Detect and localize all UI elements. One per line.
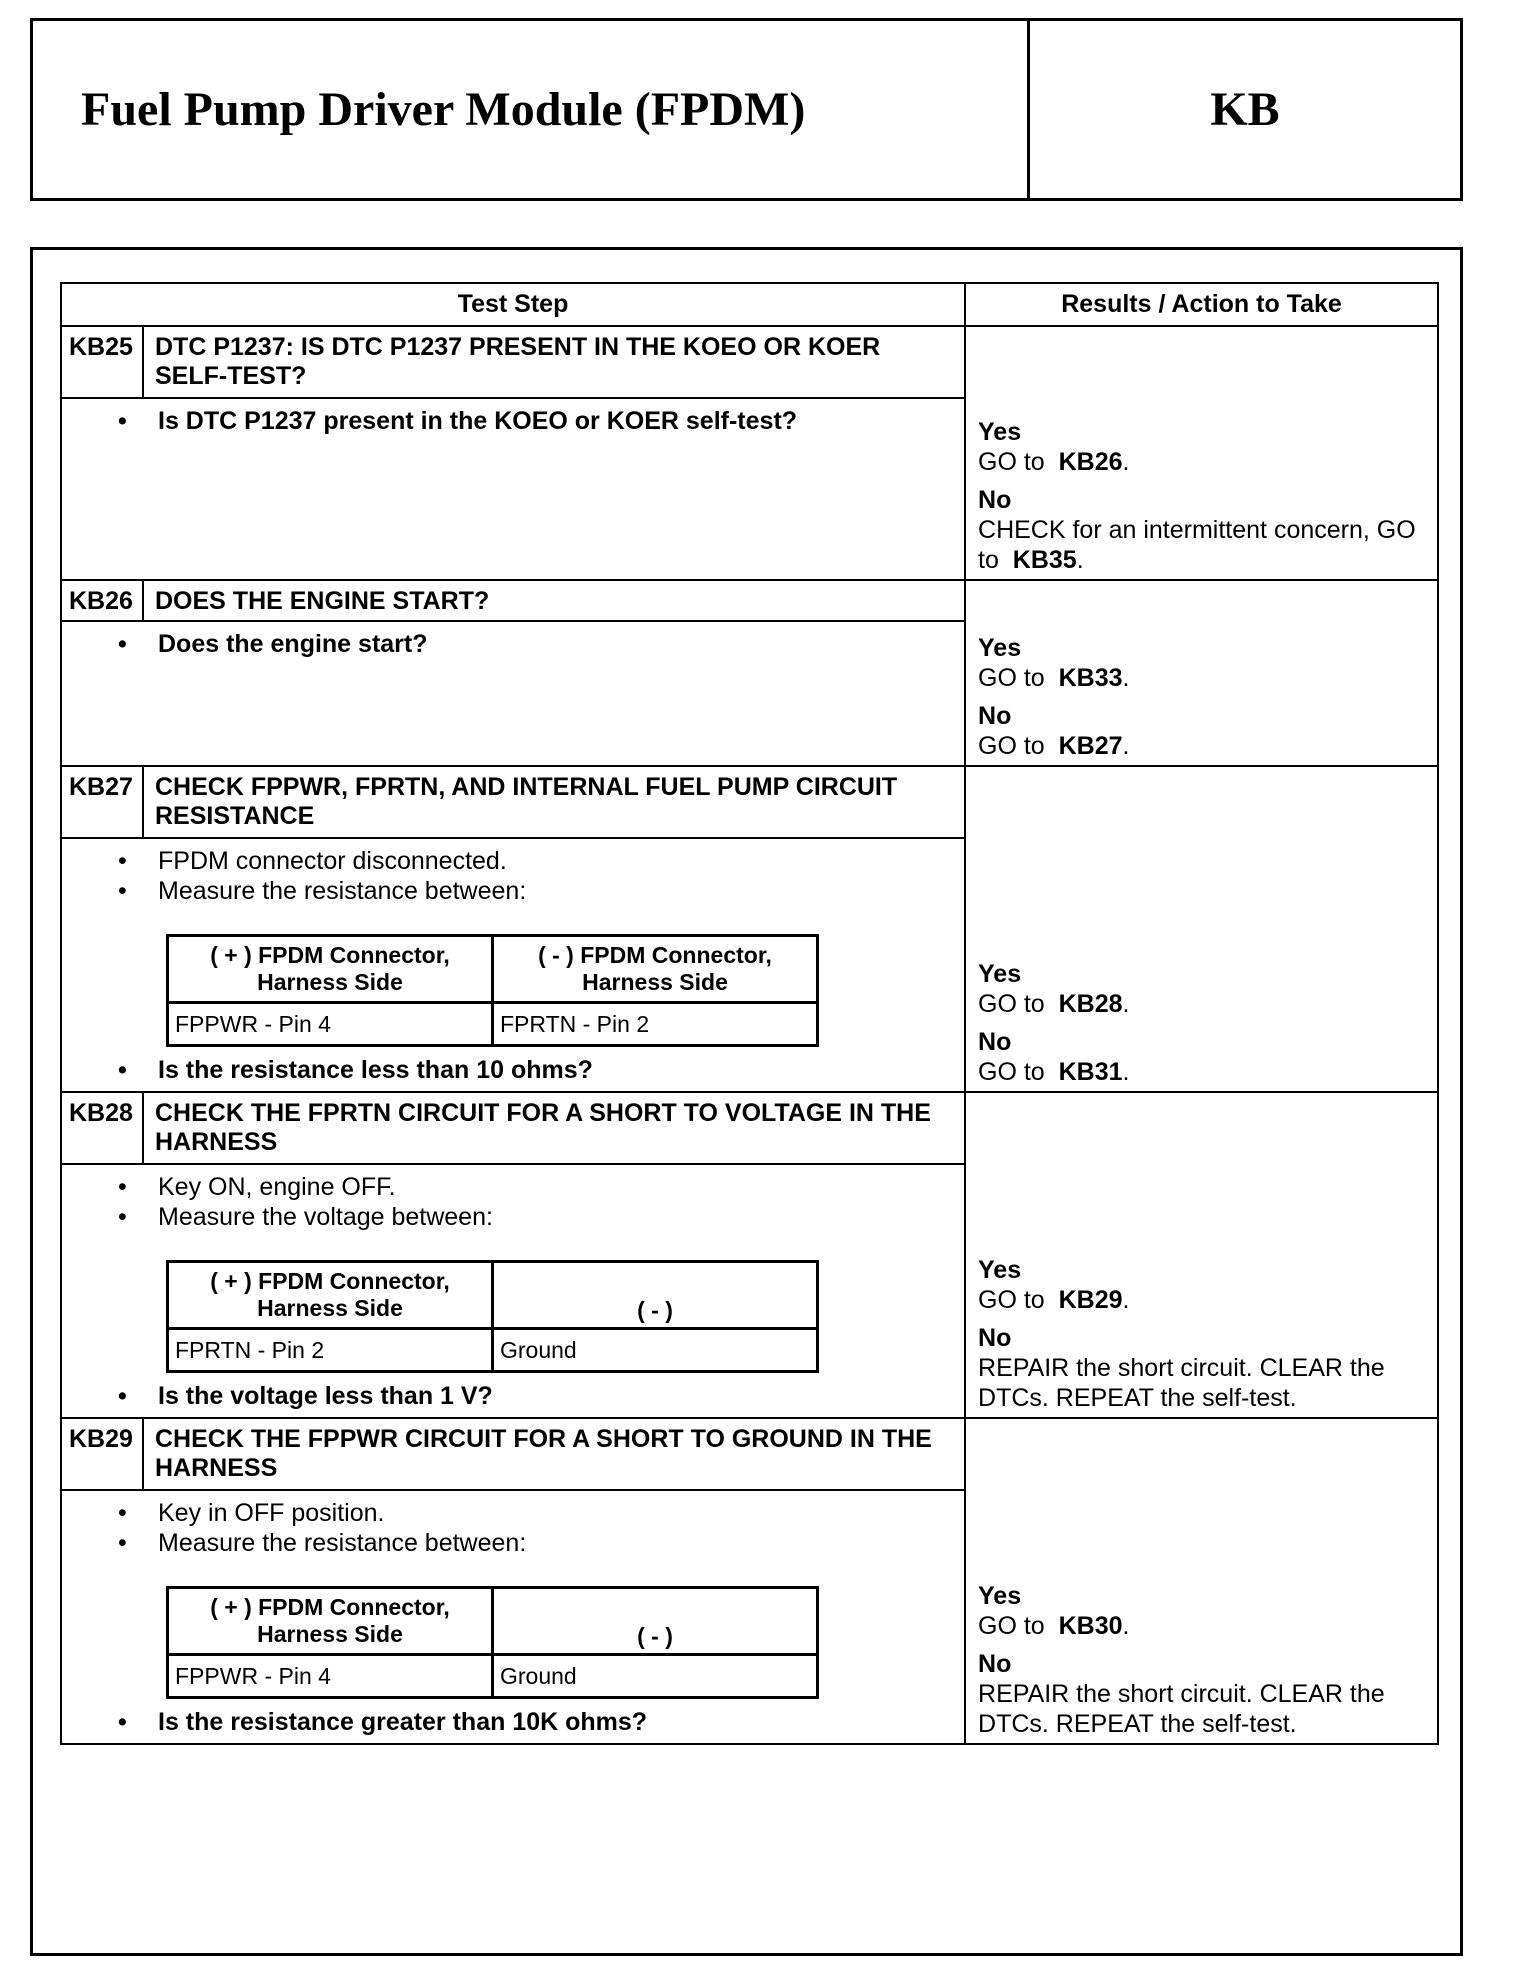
measurement-head-negative: ( - ) FPDM Connector, Harness Side [493,936,818,1003]
step-id: KB25 [61,326,143,398]
step-question: • Is the resistance greater than 10K ohms? [62,1703,964,1743]
measurement-value-negative: Ground [493,1329,818,1372]
measurement-table [166,934,819,1047]
result-no-label: No [978,1028,1012,1056]
step-title-row [61,1418,1438,1490]
measurement-table [166,1586,819,1699]
result-no-text: REPAIR the short circuit. CLEAR the DTCs. REPEAT the self-test. [978,1354,1385,1412]
step-body [61,398,965,580]
result-yes-label: Yes [978,418,1022,446]
result-no-label: No [978,1324,1012,1352]
measurement-value-negative: Ground [493,1655,818,1698]
result-yes-label: Yes [978,960,1022,988]
result-yes-label: Yes [978,1582,1022,1610]
result-no-text: GO to [978,1058,1045,1086]
step-id: KB28 [61,1092,143,1164]
result-yes-label: Yes [978,634,1022,662]
result-yes-end: . [1122,990,1130,1018]
step-results [965,580,1438,766]
step-title: DTC P1237: IS DTC P1237 PRESENT IN THE KOEO OR KOER SELF-TEST? [143,326,965,398]
step-id: KB29 [61,1418,143,1490]
result-yes-text: GO to [978,448,1045,476]
result-yes-ref: KB26 [1058,448,1123,476]
step-title: CHECK FPPWR, FPRTN, AND INTERNAL FUEL PUMP CIRCUIT RESISTANCE [143,766,965,838]
step-bullet: • Key ON, engine OFF. [158,1172,964,1202]
result-yes-end: . [1122,448,1130,476]
result-yes-text: GO to [978,664,1045,692]
measurement-head-negative: ( - ) [493,1262,818,1329]
measurement-table [166,1260,819,1373]
step-title-row [61,766,1438,838]
measurement-value-positive: FPRTN - Pin 2 [168,1329,493,1372]
step-title-row [61,1092,1438,1164]
measurement-head-positive: ( + ) FPDM Connector, Harness Side [168,1588,493,1655]
step-title: CHECK THE FPPWR CIRCUIT FOR A SHORT TO GROUND IN THE HARNESS [143,1418,965,1490]
result-no-ref: KB31 [1058,1058,1123,1086]
step-title: CHECK THE FPRTN CIRCUIT FOR A SHORT TO VOLTAGE IN THE HARNESS [143,1092,965,1164]
step-results [965,326,1438,580]
step-body [61,838,965,1092]
measurement-value-positive: FPPWR - Pin 4 [168,1003,493,1046]
step-question: • Is the voltage less than 1 V? [62,1377,964,1417]
result-yes-ref: KB33 [1058,664,1123,692]
step-bullet: • Measure the voltage between: [158,1202,964,1232]
step-bullet: • Does the engine start? [158,629,964,659]
result-no-end: . [1076,546,1084,574]
result-yes-ref: KB30 [1058,1612,1123,1640]
result-no-label: No [978,486,1012,514]
result-no-ref: KB27 [1058,732,1123,760]
result-yes-ref: KB28 [1058,990,1123,1018]
page-header [30,18,1463,201]
step-body [61,621,965,766]
step-question: • Is the resistance less than 10 ohms? [62,1051,964,1091]
step-results [965,1092,1438,1418]
result-no-ref: KB35 [1012,546,1077,574]
result-yes-end: . [1122,664,1130,692]
table-header-row [61,283,1438,326]
test-step-table [60,282,1439,1745]
col-header-test-step: Test Step [61,283,965,326]
step-bullet: • Measure the resistance between: [158,1528,964,1558]
step-title-row [61,326,1438,398]
step-bullet: • Is DTC P1237 present in the KOEO or KOER self-test? [158,406,964,436]
result-yes-text: GO to [978,1286,1045,1314]
step-results [965,766,1438,1092]
measurement-value-negative: FPRTN - Pin 2 [493,1003,818,1046]
result-yes-end: . [1122,1612,1130,1640]
section-code: KB [1210,83,1280,136]
result-no-label: No [978,702,1012,730]
result-yes-end: . [1122,1286,1130,1314]
step-title: DOES THE ENGINE START? [143,580,965,621]
result-yes-label: Yes [978,1256,1022,1284]
result-yes-text: GO to [978,1612,1045,1640]
step-body [61,1164,965,1418]
step-title-row [61,580,1438,621]
measurement-head-positive: ( + ) FPDM Connector, Harness Side [168,1262,493,1329]
result-no-end: . [1122,732,1130,760]
page-title: Fuel Pump Driver Module (FPDM) [33,21,1030,198]
step-bullet: • Measure the resistance between: [158,876,964,906]
result-no-text: GO to [978,732,1045,760]
result-yes-ref: KB29 [1058,1286,1123,1314]
measurement-value-positive: FPPWR - Pin 4 [168,1655,493,1698]
step-bullet: • Key in OFF position. [158,1498,964,1528]
step-body [61,1490,965,1744]
result-no-label: No [978,1650,1012,1678]
step-results [965,1418,1438,1744]
col-header-results: Results / Action to Take [965,283,1438,326]
step-id: KB26 [61,580,143,621]
measurement-head-negative: ( - ) [493,1588,818,1655]
step-bullet: • FPDM connector disconnected. [158,846,964,876]
measurement-head-positive: ( + ) FPDM Connector, Harness Side [168,936,493,1003]
result-no-text: CHECK for an intermittent concern, GO to [978,516,1416,574]
step-id: KB27 [61,766,143,838]
result-no-text: REPAIR the short circuit. CLEAR the DTCs. REPEAT the self-test. [978,1680,1385,1738]
result-yes-text: GO to [978,990,1045,1018]
result-no-end: . [1122,1058,1130,1086]
